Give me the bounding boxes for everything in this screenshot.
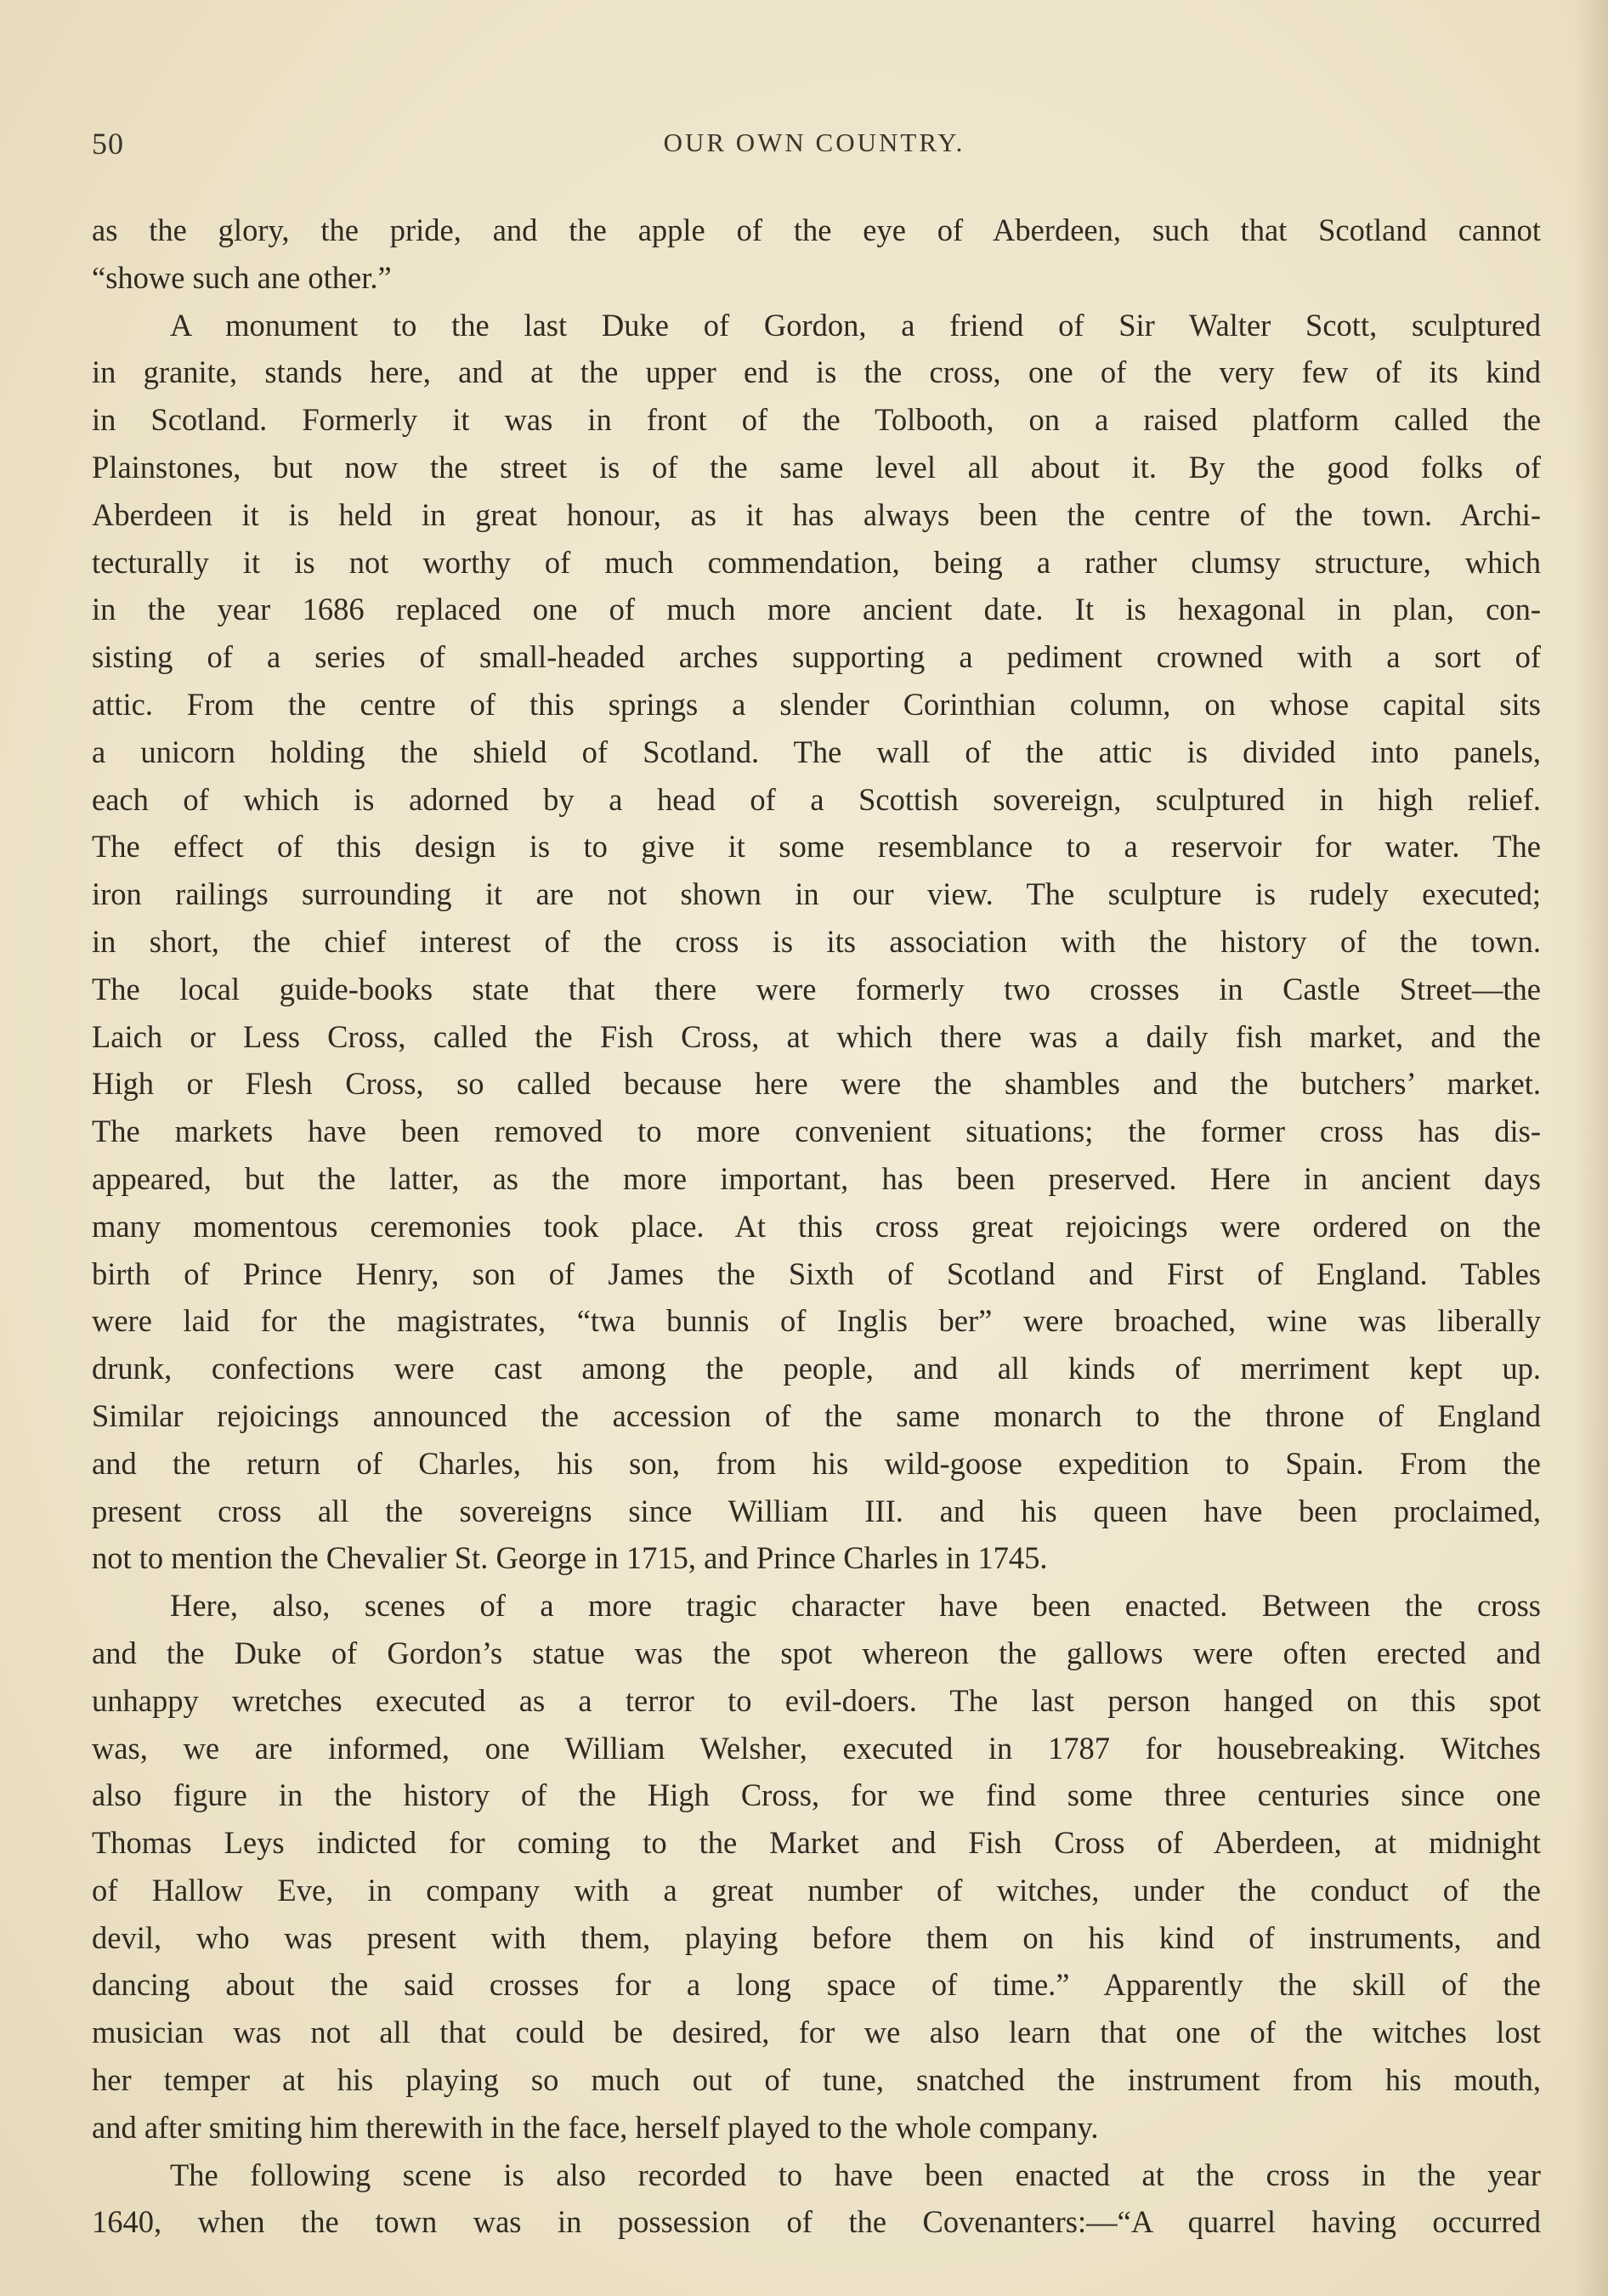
text-line: a unicorn holding the shield of Scotland. The wall of the attic is divided into panels, (92, 734, 1541, 769)
text-line: The following scene is also recorded to have been enacted at the cross in the year (170, 2157, 1541, 2192)
paragraph (92, 2151, 1541, 2247)
page-edge-shadow (1574, 0, 1608, 2296)
text-line: Here, also, scenes of a more tragic character have been enacted. Between the cross (170, 1588, 1541, 1624)
text-line: The local guide-books state that there were formerly two crosses in Castle Street—the (92, 971, 1541, 1006)
text-line: Plainstones, but now the street is of the same level all about it. By the good folks of (92, 449, 1541, 485)
text-line: High or Flesh Cross, so called because here were the shambles and the butchers’ market. (92, 1066, 1541, 1102)
text-line: as the glory, the pride, and the apple of the eye of Aberdeen, such that Scotland cannot (92, 213, 1541, 247)
body-text (92, 207, 1541, 2246)
text-line: 1640, when the town was in possession of the Covenanters:—“A quarrel having occurred (92, 2204, 1541, 2240)
text-line: Thomas Leys indicted for coming to the Market and Fish Cross of Aberdeen, at midnight (92, 1825, 1541, 1861)
text-line: her temper at his playing so much out of tune, snatched the instrument from his mouth, (92, 2062, 1541, 2098)
text-line: appeared, but the latter, as the more important, has been preserved. Here in ancient days (92, 1160, 1541, 1196)
paragraph (92, 302, 1541, 1583)
text-line: in short, the chief interest of the cross is its association with the history of the town. (92, 923, 1541, 959)
text-line: The markets have been removed to more convenient situations; the former cross has dis- (92, 1114, 1541, 1149)
text-line: birth of Prince Henry, son of James the Sixth of Scotland and First of England. Tables (92, 1256, 1541, 1291)
text-line: of Hallow Eve, in company with a great number of witches, under the conduct of the (92, 1872, 1541, 1908)
text-line: iron railings surrounding it are not shown in our view. The sculpture is rudely executed; (92, 876, 1541, 912)
text-line: musician was not all that could be desired, for we also learn that one of the witches lost (92, 2015, 1541, 2050)
text-line: “showe such ane other.” (92, 259, 392, 295)
paragraph (92, 207, 1541, 302)
page-header (92, 126, 1537, 168)
text-line: each of which is adorned by a head of a Scottish sovereign, sculptured in high relief. (92, 781, 1541, 817)
text-line: and after smiting him therewith in the face, herself played to the whole company. (92, 2109, 1099, 2145)
text-line: was, we are informed, one William Welsher, executed in 1787 for housebreaking. Witches (92, 1730, 1541, 1766)
text-line: unhappy wretches executed as a terror to evil-doers. The last person hanged on this spot (92, 1682, 1541, 1718)
text-line: and the return of Charles, his son, from his wild-goose expedition to Spain. From the (92, 1445, 1541, 1481)
text-line: dancing about the said crosses for a long space of time.” Apparently the skill of the (92, 1967, 1541, 2003)
text-line: in granite, stands here, and at the upper end is the cross, one of the very few of its kind (92, 354, 1541, 390)
text-line: attic. From the centre of this springs a slender Corinthian column, on whose capital sits (92, 686, 1541, 722)
text-line: and the Duke of Gordon’s statue was the spot whereon the gallows were often erected and (92, 1635, 1541, 1670)
text-line: many momentous ceremonies took place. At this cross great rejoicings were ordered on the (92, 1208, 1541, 1244)
text-line: were laid for the magistrates, “twa bunnis of Inglis ber” were broached, wine was liberally (92, 1303, 1541, 1339)
text-line: not to mention the Chevalier St. George in 1715, and Prince Charles in 1745. (92, 1540, 1048, 1576)
text-line: present cross all the sovereigns since William III. and his queen have been proclaimed, (92, 1493, 1541, 1528)
text-line: sisting of a series of small-headed arches supporting a pediment crowned with a sort of (92, 639, 1541, 675)
text-line: Laich or Less Cross, called the Fish Cross, at which there was a daily fish market, and the (92, 1018, 1541, 1054)
text-line: Aberdeen it is held in great honour, as it has always been the centre of the town. Archi- (92, 496, 1541, 532)
paragraph (92, 1582, 1541, 2151)
text-line: A monument to the last Duke of Gordon, a friend of Sir Walter Scott, sculptured (170, 307, 1541, 343)
text-line: in the year 1686 replaced one of much more ancient date. It is hexagonal in plan, con- (92, 592, 1541, 627)
text-line: Similar rejoicings announced the accession of the same monarch to the throne of England (92, 1397, 1541, 1433)
text-line: The effect of this design is to give it some resemblance to a reservoir for water. The (92, 829, 1541, 865)
text-line: tecturally it is not worthy of much commendation, being a rather clumsy structure, which (92, 544, 1541, 580)
text-line: devil, who was present with them, playing before them on his kind of instruments, and (92, 1919, 1541, 1955)
running-head: OUR OWN COUNTRY. (663, 128, 965, 157)
page-number: 50 (92, 127, 124, 161)
text-line: drunk, confections were cast among the people, and all kinds of merriment kept up. (92, 1351, 1541, 1386)
text-line: also figure in the history of the High Cross, for we find some three centuries since one (92, 1777, 1541, 1813)
text-line: in Scotland. Formerly it was in front of the Tolbooth, on a raised platform called the (92, 402, 1541, 438)
